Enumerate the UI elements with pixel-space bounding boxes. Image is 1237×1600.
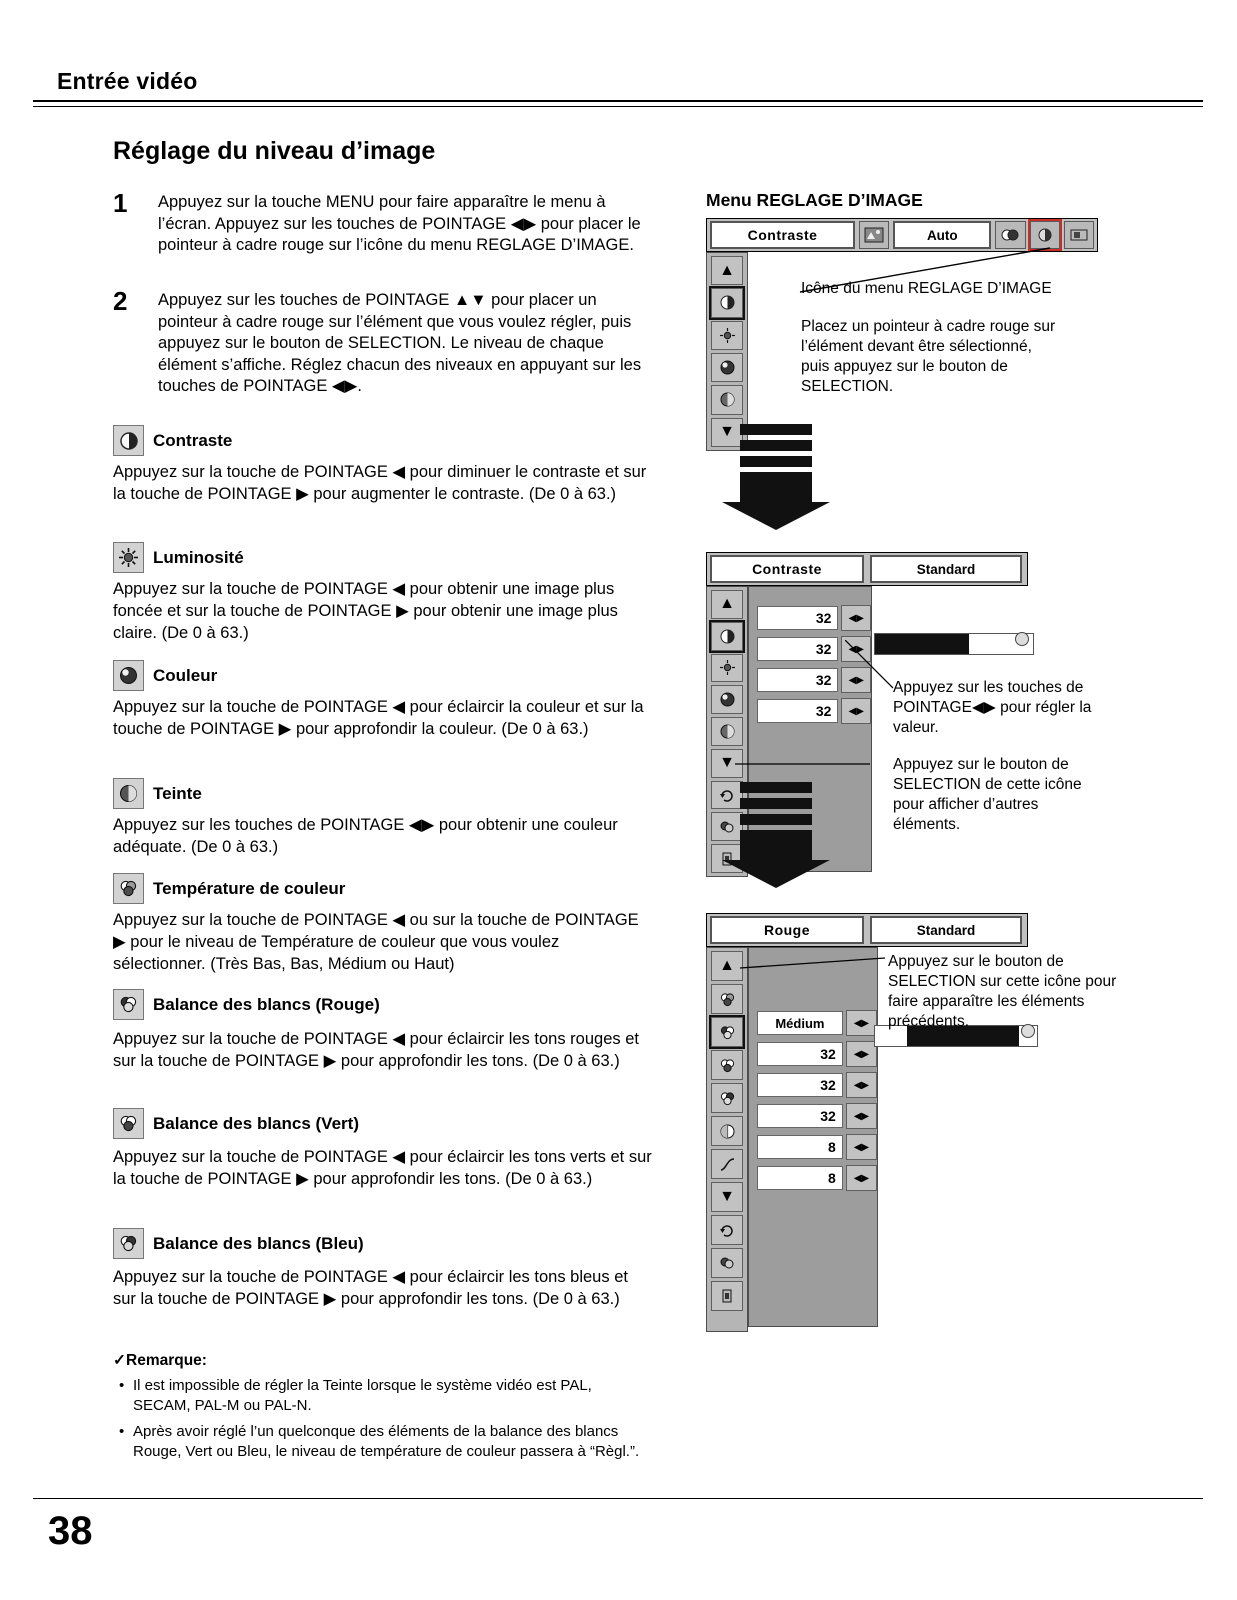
osd1-sidebar (706, 252, 748, 451)
value-row (757, 1165, 877, 1191)
value-row (757, 1103, 877, 1129)
callout-adjust-value: Appuyez sur les touches de POINTAGE◀▶ pour régler la valeur. (893, 679, 1092, 736)
quit-icon[interactable] (711, 1281, 743, 1311)
item-balance-bleu-title: Balance des blancs (Bleu) (153, 1233, 364, 1253)
osd3-title: Rouge (710, 916, 864, 944)
value-brightness[interactable]: 32 (757, 637, 838, 661)
item-contraste (113, 425, 653, 506)
screen-icon-tab[interactable] (1064, 221, 1094, 249)
item-teinte-title: Teinte (153, 783, 202, 803)
value-color[interactable]: 32 (757, 668, 838, 692)
tint-icon (113, 778, 144, 809)
value-arrows[interactable]: ◀▶ (846, 1165, 877, 1191)
item-luminosite-title: Luminosité (153, 547, 244, 567)
sidebar-gamma-icon[interactable] (711, 1149, 743, 1179)
item-balance-rouge-text: Appuyez sur la touche de POINTAGE ◀ pour éclaircir les tons rouges et sur la touche de POINTAGE ▶ pour approfondir les tons. (De 0 à 63.) (113, 1030, 639, 1070)
osd3-sub[interactable]: Standard (870, 916, 1022, 944)
note-heading-label: Remarque: (126, 1352, 207, 1369)
item-couleur (113, 660, 653, 741)
value-arrows[interactable]: ◀▶ (846, 1010, 877, 1036)
callout-previous-items: Appuyez sur le bouton de SELECTION sur cette icône pour faire apparaître les éléments précédents. (888, 953, 1117, 1030)
item-temperature-couleur-text: Appuyez sur la touche de POINTAGE ◀ ou sur la touche de POINTAGE ▶ pour le niveau de Température de couleur que vous voulez sélectionner. (Très Bas, Bas, Médium ou Haut) (113, 911, 639, 973)
value-arrows[interactable]: ◀▶ (841, 667, 871, 693)
osd3-sidebar (706, 947, 748, 1332)
scroll-down-icon[interactable]: ▼ (711, 418, 743, 447)
callout-menu-icon: Icône du menu REGLAGE D’IMAGE (801, 280, 1052, 297)
page-header-title: Entrée vidéo (57, 68, 198, 94)
flow-arrow-2 (722, 782, 842, 894)
item-balance-vert-text: Appuyez sur la touche de POINTAGE ◀ pour éclaircir les tons verts et sur la touche de POINTAGE ▶ pour approfondir les tons. (De 0 à 63.) (113, 1148, 652, 1188)
item-balance-bleu (113, 1228, 653, 1311)
value-tint[interactable]: 32 (757, 699, 838, 723)
value-row (757, 1134, 877, 1160)
step-2-text: Appuyez sur les touches de POINTAGE ▲▼ pour placer un pointeur à cadre rouge sur l’élément que vous voulez régler, puis appuyez sur le bouton de SELECTION. Le niveau de chaque élément s’affiche. Réglez chacun des niveaux en appuyant sur les touches de POINTAGE ◀▶. (158, 291, 642, 395)
sidebar-brightness-icon[interactable] (711, 654, 743, 683)
item-balance-bleu-text: Appuyez sur la touche de POINTAGE ◀ pour éclaircir les tons bleus et sur la touche de POINTAGE ▶ pour approfondir les tons. (De 0 à 63.) (113, 1268, 628, 1308)
item-temperature-couleur (113, 873, 653, 975)
value-white-balance-green[interactable]: 32 (757, 1073, 843, 1097)
note-block (113, 1351, 653, 1468)
note-bullet: • Il est impossible de régler la Teinte lorsque le système vidéo est PAL, SECAM, PAL-M ou PAL-N. (113, 1376, 653, 1415)
sidebar-tint-icon[interactable] (711, 385, 743, 414)
step-1-number: 1 (113, 188, 128, 218)
contrast-icon (113, 425, 144, 456)
item-couleur-title: Couleur (153, 665, 218, 685)
value-gamma[interactable]: 8 (757, 1166, 843, 1190)
page-number: 38 (48, 1509, 93, 1553)
item-contraste-text: Appuyez sur la touche de POINTAGE ◀ pour diminuer le contraste et sur la touche de POINTAGE ▶ pour augmenter le contraste. (De 0 à 63.) (113, 463, 647, 503)
sidebar-contrast-icon[interactable] (711, 622, 743, 651)
callout-leader-4 (740, 952, 900, 992)
value-row (757, 698, 871, 724)
value-row (757, 1072, 877, 1098)
white-balance-blue-icon (113, 1228, 144, 1259)
osd3-values (748, 947, 878, 1327)
value-color-temperature[interactable]: Médium (757, 1011, 843, 1035)
sidebar-color-temperature-icon[interactable] (711, 984, 743, 1014)
sidebar-tint-icon[interactable] (711, 717, 743, 746)
value-arrows[interactable]: ◀▶ (846, 1072, 877, 1098)
sidebar-color-icon[interactable] (711, 353, 743, 382)
reset-icon[interactable] (711, 1215, 743, 1245)
item-luminosite (113, 542, 653, 644)
callout-pointer: Placez un pointeur à cadre rouge sur l’élément devant être sélectionné, puis appuyez sur le bouton de SELECTION. (801, 318, 1056, 395)
note-bullet: • Après avoir réglé l’un quelconque des éléments de la balance des blancs Rouge, Vert ou Bleu, le niveau de température de couleur passera à “Règl.”. (113, 1422, 653, 1461)
scroll-down-icon[interactable]: ▼ (711, 1182, 743, 1212)
color-icon (113, 660, 144, 691)
footer-divider (33, 1498, 1203, 1499)
sidebar-sharpness-icon[interactable] (711, 1116, 743, 1146)
osd2-title: Contraste (710, 555, 864, 583)
item-luminosite-text: Appuyez sur la touche de POINTAGE ◀ pour obtenir une image plus foncée et sur la touche de POINTAGE ▶ pour obtenir une image plus claire. (De 0 à 63.) (113, 580, 618, 642)
step-1-text: Appuyez sur la touche MENU pour faire apparaître le menu à l’écran. Appuyez sur les touches de POINTAGE ◀▶ pour placer le pointeur à cadre rouge sur l’icône du menu REGLAGE D’IMAGE. (158, 193, 641, 254)
item-balance-vert (113, 1108, 653, 1191)
item-balance-rouge-title: Balance des blancs (Rouge) (153, 994, 380, 1014)
item-balance-vert-title: Balance des blancs (Vert) (153, 1113, 359, 1133)
flow-arrow-1 (722, 424, 842, 534)
value-arrows[interactable]: ◀▶ (846, 1134, 877, 1160)
scroll-up-icon[interactable]: ▲ (711, 951, 743, 981)
value-row (757, 605, 871, 631)
check-icon: ✓ (113, 1352, 126, 1369)
sidebar-white-balance-green-icon[interactable] (711, 1050, 743, 1080)
callout-more-items: Appuyez sur le bouton de SELECTION de cette icône pour afficher d’autres éléments. (893, 756, 1082, 833)
item-temperature-couleur-title: Température de couleur (153, 878, 346, 898)
white-balance-red-icon (113, 989, 144, 1020)
osd1-title: Contraste (710, 221, 855, 249)
header-divider (33, 100, 1203, 107)
sidebar-brightness-icon[interactable] (711, 321, 743, 350)
scroll-down-icon[interactable]: ▼ (711, 749, 743, 778)
item-teinte-text: Appuyez sur les touches de POINTAGE ◀▶ pour obtenir une couleur adéquate. (De 0 à 63.) (113, 816, 618, 856)
value-contrast[interactable]: 32 (757, 606, 838, 630)
osd2-sub[interactable]: Standard (870, 555, 1022, 583)
sidebar-color-icon[interactable] (711, 685, 743, 714)
right-column-title: Menu REGLAGE D’IMAGE (706, 190, 923, 210)
item-balance-rouge (113, 989, 653, 1073)
sidebar-white-balance-blue-icon[interactable] (711, 1083, 743, 1113)
sidebar-white-balance-red-icon[interactable] (711, 1017, 743, 1047)
value-row (757, 1041, 877, 1067)
value-arrows[interactable]: ◀▶ (841, 605, 871, 631)
scroll-up-icon[interactable]: ▲ (711, 590, 743, 619)
value-arrows[interactable]: ◀▶ (841, 636, 871, 662)
value-arrows[interactable]: ◀▶ (846, 1103, 877, 1129)
step-2-number: 2 (113, 286, 128, 316)
value-white-balance-red[interactable]: 32 (757, 1042, 843, 1066)
note-heading (113, 1351, 653, 1370)
section-title: Réglage du niveau d’image (113, 137, 436, 165)
value-arrows[interactable]: ◀▶ (841, 698, 871, 724)
brightness-icon (113, 542, 144, 573)
osd1-auto-label[interactable]: Auto (893, 221, 991, 249)
color-temperature-icon (113, 873, 144, 904)
item-teinte (113, 778, 653, 859)
sidebar-contrast-icon[interactable] (711, 288, 743, 317)
value-row (757, 1010, 877, 1036)
value-white-balance-blue[interactable]: 32 (757, 1104, 843, 1128)
value-sharpness[interactable]: 8 (757, 1135, 843, 1159)
item-contraste-title: Contraste (153, 430, 233, 450)
scroll-up-icon[interactable]: ▲ (711, 256, 743, 285)
item-couleur-text: Appuyez sur la touche de POINTAGE ◀ pour éclaircir la couleur et sur la touche de POINTAGE ▶ pour approfondir la couleur. (De 0 à 63.) (113, 698, 644, 738)
value-arrows[interactable]: ◀▶ (846, 1041, 877, 1067)
white-balance-green-icon (113, 1108, 144, 1139)
store-icon[interactable] (711, 1248, 743, 1278)
